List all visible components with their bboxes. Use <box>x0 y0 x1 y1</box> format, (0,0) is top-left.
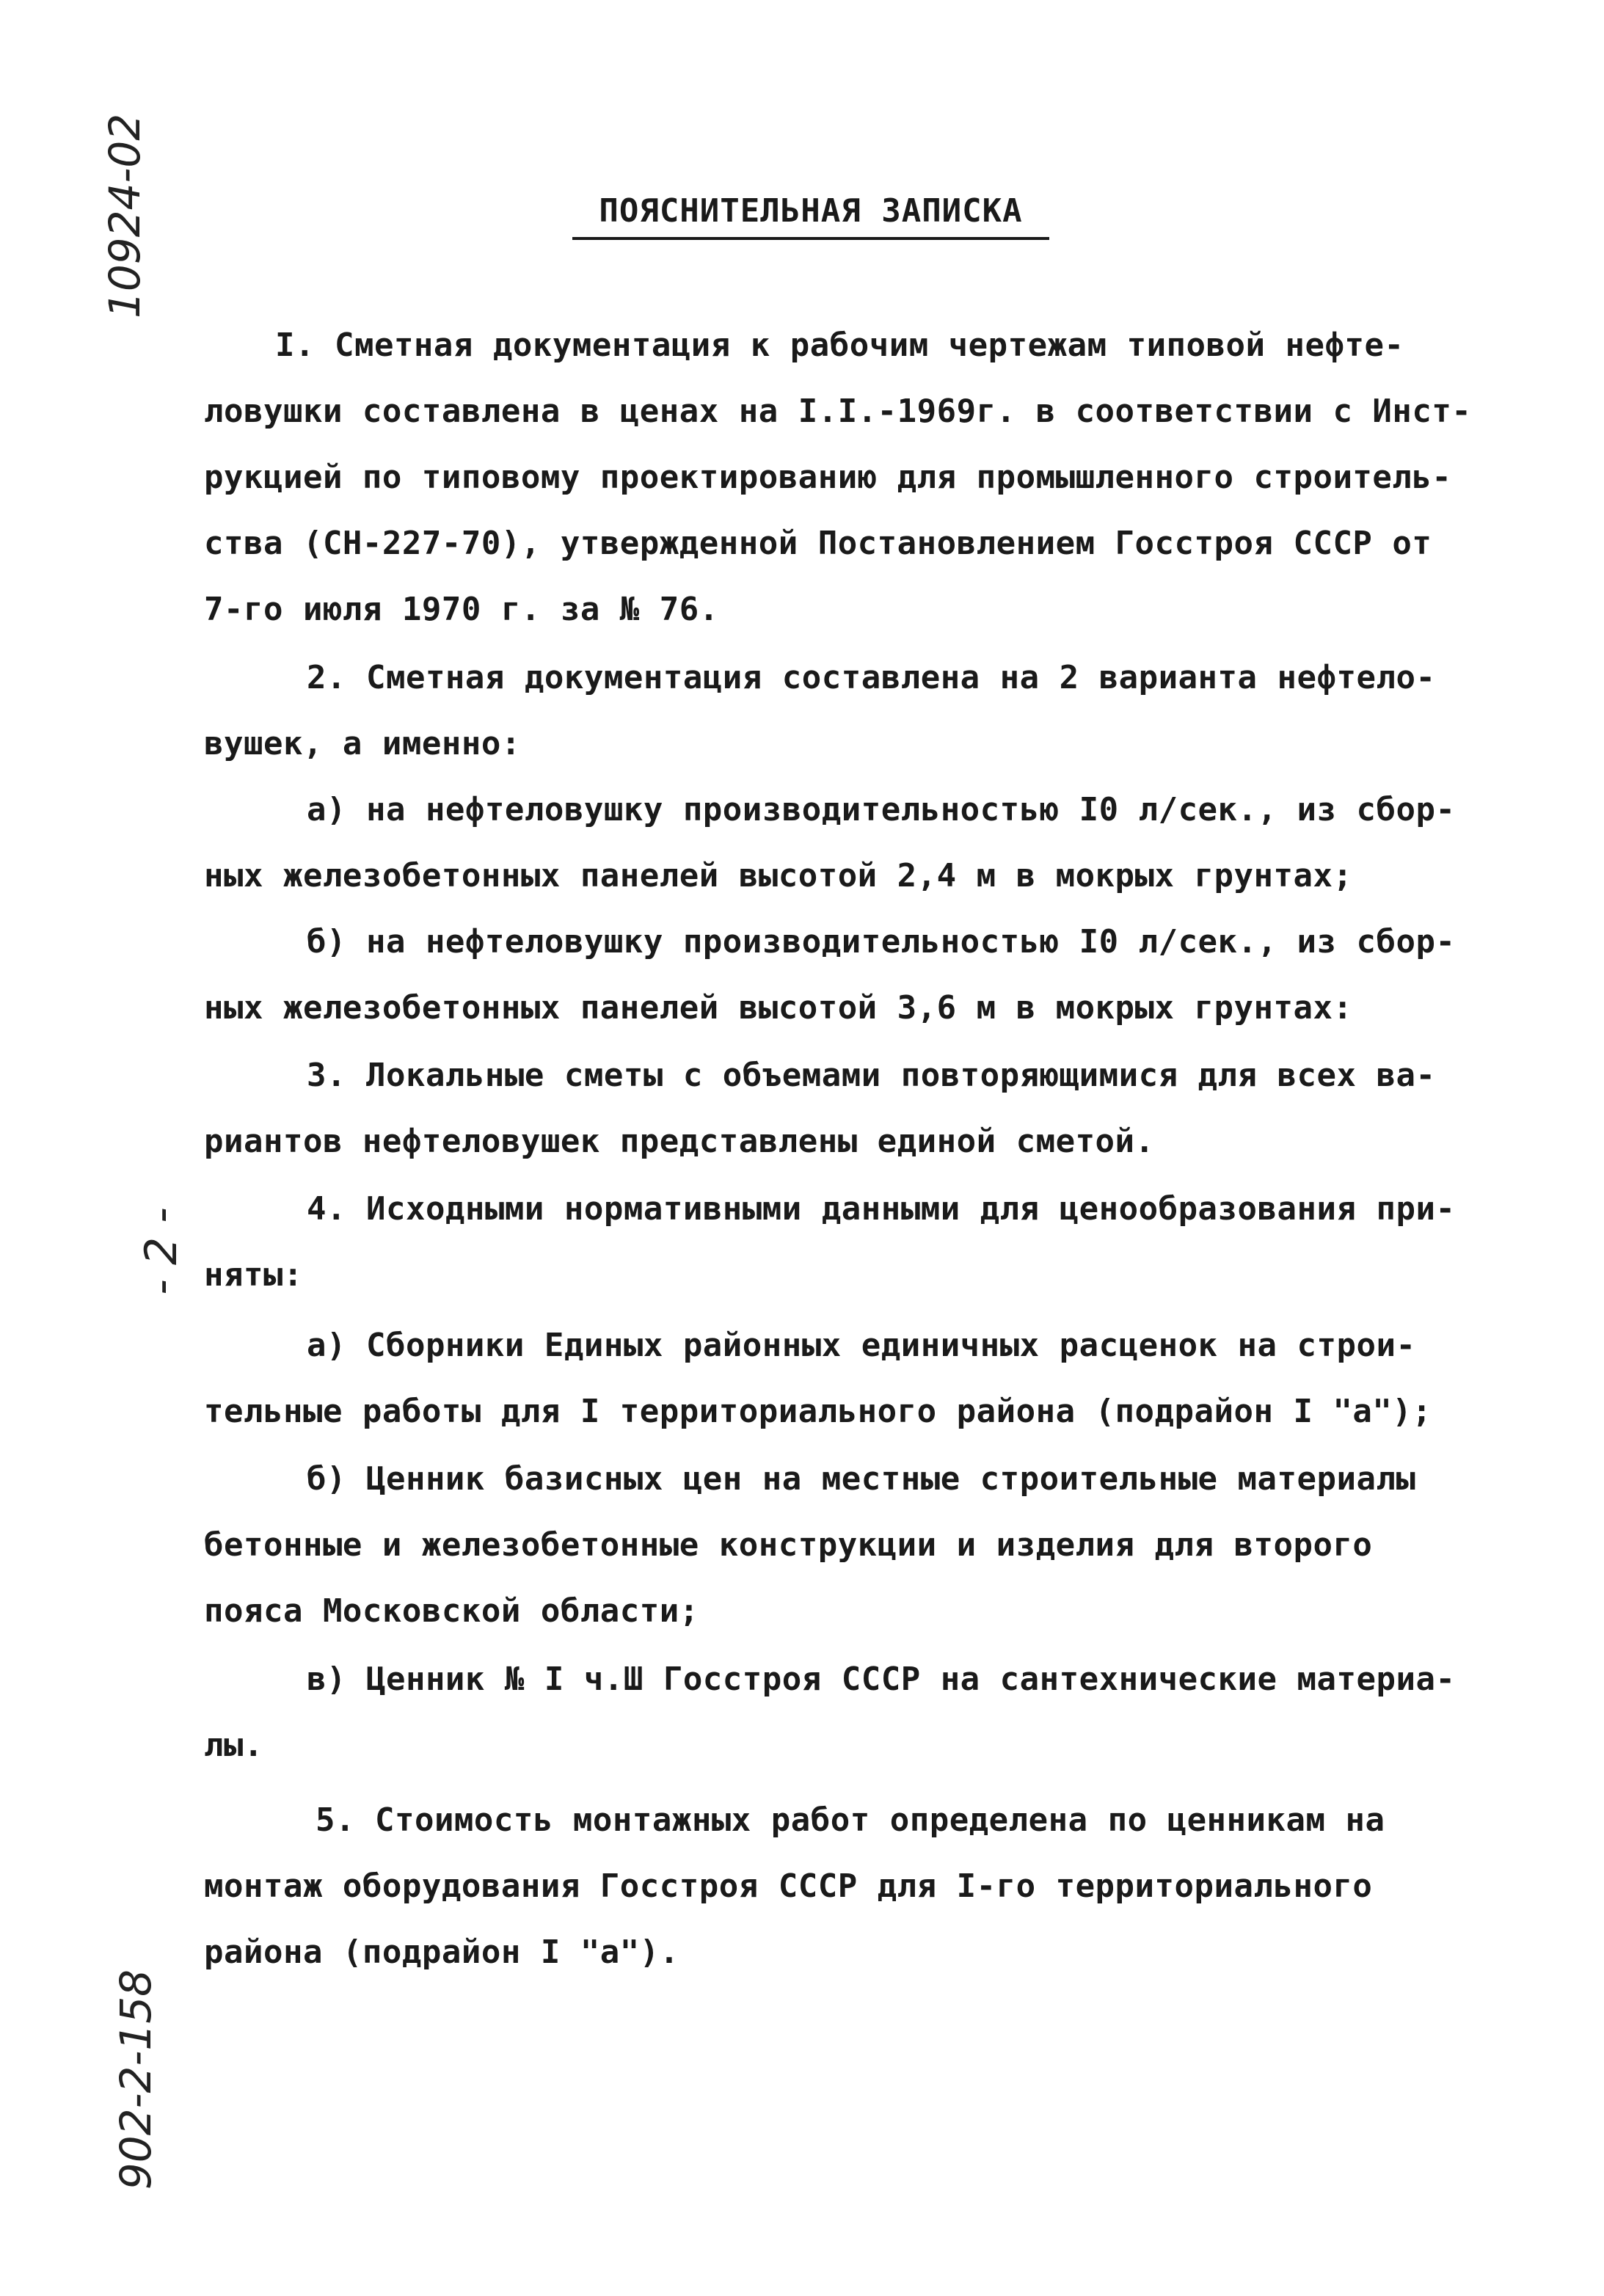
text-line: пояса Московской области; <box>204 1592 699 1630</box>
text-line: 5. Стоимость монтажных работ определена по ценникам на <box>316 1801 1385 1839</box>
text-line: монтаж оборудования Госстроя СССР для I-го территориального <box>204 1867 1373 1905</box>
margin-number-bottom: 902-2-158 <box>111 1969 161 2190</box>
text-line: ных железобетонных панелей высотой 3,6 м в мокрых грунтах: <box>204 989 1353 1027</box>
text-line: б) на нефтеловушку производительностью I0 л/сек., из сбор- <box>307 923 1456 961</box>
text-line: ных железобетонных панелей высотой 2,4 м в мокрых грунтах; <box>204 857 1353 894</box>
text-line: няты: <box>204 1256 303 1294</box>
text-line: 2. Сметная документация составлена на 2 варианта нефтело- <box>307 659 1436 696</box>
text-line: а) Сборники Единых районных единичных расценок на строи- <box>307 1327 1416 1364</box>
page-number: - 2 - <box>136 1207 187 1295</box>
text-line: лы. <box>204 1727 263 1764</box>
text-line: района (подрайон I "а"). <box>204 1934 679 1971</box>
text-line: рукцией по типовому проектированию для промышленного строитель- <box>204 459 1452 496</box>
text-line: а) на нефтеловушку производительностью I0 л/сек., из сбор- <box>307 791 1456 828</box>
text-line: вушек, а именно: <box>204 725 521 762</box>
margin-number-top: 10924-02 <box>100 113 150 318</box>
text-line: 3. Локальные сметы с объемами повторяющимися для всех ва- <box>307 1057 1436 1094</box>
text-line: в) Ценник № I ч.Ш Госстроя СССР на сантехнические материа- <box>307 1661 1456 1698</box>
text-line: тельные работы для I территориального района (подрайон I "а"); <box>204 1393 1432 1430</box>
text-line: ловушки составлена в ценах на I.I.-1969г. в соответствии с Инст- <box>204 393 1472 430</box>
text-line: бетонные и железобетонные конструкции и изделия для второго <box>204 1526 1373 1564</box>
text-line: ства (СН-227-70), утвержденной Постановлением Госстроя СССР от <box>204 525 1432 562</box>
text-line: б) Ценник базисных цен на местные строительные материалы <box>307 1460 1416 1498</box>
text-line: I. Сметная документация к рабочим чертежам типовой нефте- <box>275 327 1404 364</box>
text-line: риантов нефтеловушек представлены единой сметой. <box>204 1123 1155 1160</box>
page-title: ПОЯСНИТЕЛЬНАЯ ЗАПИСКА <box>572 192 1049 240</box>
text-line: 7-го июля 1970 г. за № 76. <box>204 591 719 628</box>
text-line: 4. Исходными нормативными данными для ценообразования при- <box>307 1190 1456 1228</box>
